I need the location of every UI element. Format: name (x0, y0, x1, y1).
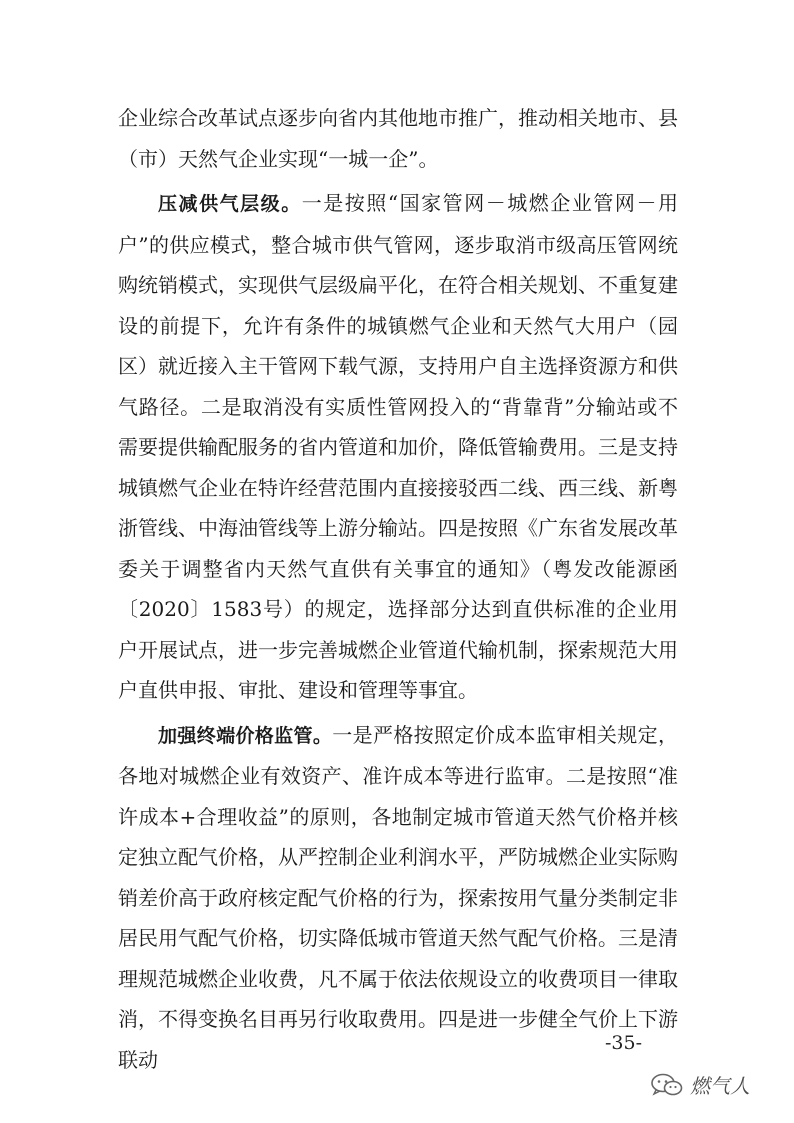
watermark (650, 1070, 750, 1099)
paragraph-3-text: 一是严格按照定价成本监审相关规定，各地对城燃企业有效资产、准许成本等进行监审。二是按照“准许成本+合理收益”的原则，各地制定城市管道天然气价格并核定独立配气价格，从严控制企业利润水平，严防城燃企业实际购销差价高于政府核定配气价格的行为，探索按用气量分类制定非居民用气配气价格，切实降低城市管道天然气配气价格。三是清理规范城燃企业收费，凡不属于依法依规设立的收费项目一律取消，不得变换名目再另行收取费用。四是进一步健全气价上下游联动 (118, 722, 678, 1072)
paragraph-2-heading: 压减供气层级。 (158, 193, 302, 215)
paragraph-1 (118, 98, 678, 179)
paragraph-2-text: 一是按照“国家管网－城燃企业管网－用户”的供应模式，整合城市供气管网，逐步取消市级高压管网统购统销模式，实现供气层级扁平化，在符合相关规划、不重复建设的前提下，允许有条件的城镇燃气企业和天然气大用户（园区）就近接入主干管网下载气源，支持用户自主选择资源方和供气路径。二是取消没有实质性管网投入的“背靠背”分输站或不需要提供输配服务的省内管道和加价，降低管输费用。三是支持城镇燃气企业在特许经营范围内直接接驳西二线、西三线、新粤浙管线、中海油管线等上游分输站。四是按照《广东省发展改革委关于调整省内天然气直供有关事宜的通知》（粤发改能源函〔2020〕1583号）的规定，选择部分达到直供标准的企业用户开展试点，进一步完善城燃企业管道代输机制，探索规范大用户直供申报、审批、建设和管理等事宜。 (118, 191, 678, 702)
wechat-icon (650, 1073, 684, 1097)
paragraph-3-heading: 加强终端价格监管。 (158, 724, 333, 747)
paragraph-2 (118, 183, 678, 711)
document-body (118, 98, 678, 1080)
page-number: -35- (605, 1032, 643, 1054)
watermark-text: 燃气人 (690, 1074, 750, 1098)
paragraph-3 (118, 715, 678, 1081)
paragraph-1-text: 企业综合改革试点逐步向省内其他地市推广，推动相关地市、县（市）天然气企业实现“一城一企”。 (118, 106, 678, 171)
